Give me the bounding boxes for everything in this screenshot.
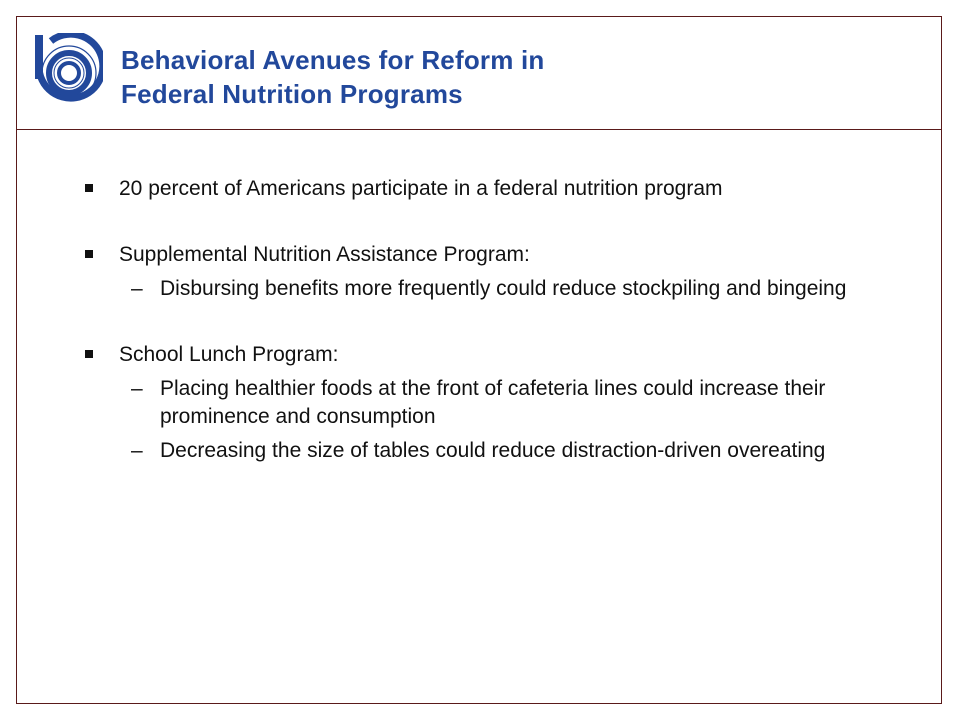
square-bullet-icon (85, 350, 93, 358)
sub-bullet-text: Placing healthier foods at the front of cafeteria lines could increase their prominence and consumption (160, 377, 826, 428)
sub-bullet-text: Disbursing benefits more frequently could reduce stockpiling and bingeing (160, 277, 847, 300)
bullet-text: Supplemental Nutrition Assistance Program: (119, 243, 530, 266)
bullet-text: 20 percent of Americans participate in a federal nutrition program (119, 177, 723, 200)
bullet-item (85, 241, 885, 269)
sub-bullet-text: Decreasing the size of tables could reduce distraction-driven overeating (160, 439, 826, 462)
bullet-item (85, 175, 885, 203)
dash-marker: – (131, 377, 143, 400)
sub-bullet-item (85, 437, 885, 465)
sub-bullet-item (85, 275, 885, 303)
concentric-circle-logo-icon (31, 33, 103, 109)
slide-title-line-1: Behavioral Avenues for Reform in (121, 45, 545, 75)
dash-marker: – (131, 277, 143, 300)
dash-marker: – (131, 439, 143, 462)
bullet-list (85, 175, 885, 465)
slide (16, 16, 942, 704)
square-bullet-icon (85, 250, 93, 258)
square-bullet-icon (85, 184, 93, 192)
bullet-text: School Lunch Program: (119, 343, 339, 366)
slide-title-line-2: Federal Nutrition Programs (121, 79, 463, 109)
slide-header (17, 17, 941, 130)
sub-bullet-item (85, 375, 885, 431)
bullet-item (85, 341, 885, 369)
slide-title (121, 43, 544, 111)
